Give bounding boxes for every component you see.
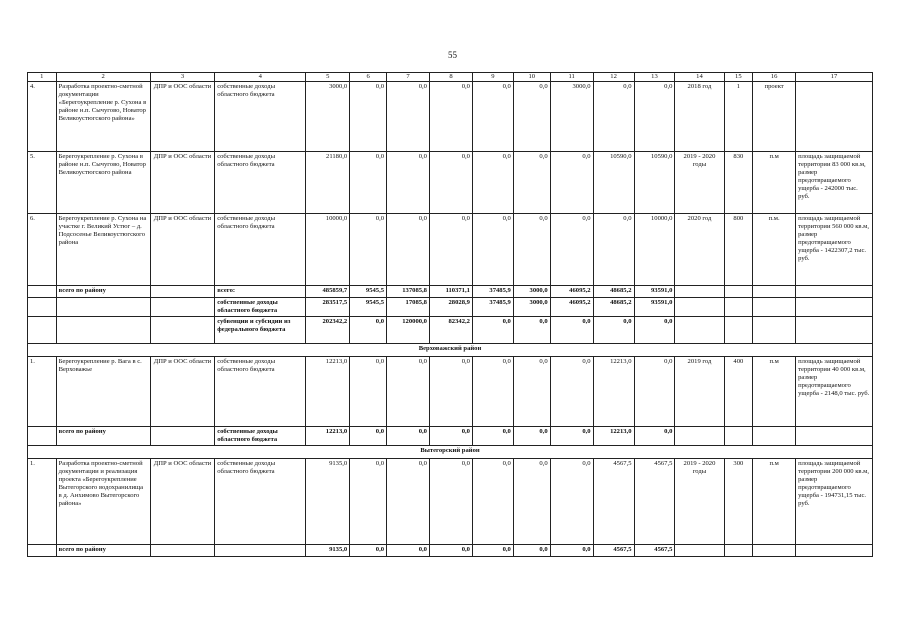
table-cell: ДПР и ООС области [150, 82, 214, 152]
table-cell: 0,0 [550, 427, 593, 446]
table-cell: 2019 - 2020 годы [675, 152, 724, 214]
table-cell: площадь защищаемой территории 83 000 кв.м, размер предотвращаемого ущерба - 242000 тыс. руб. [796, 152, 873, 214]
table-row [28, 214, 873, 286]
table-cell: 110371,1 [429, 286, 472, 298]
column-number: 16 [753, 73, 796, 82]
table-cell [56, 317, 150, 344]
table-cell: 4. [28, 82, 57, 152]
table-cell: 0,0 [387, 459, 430, 545]
table-cell [675, 545, 724, 557]
table-cell [56, 298, 150, 317]
table-cell [150, 545, 214, 557]
table-cell: собственные доходы областного бюджета [215, 357, 306, 427]
table-cell: 485859,7 [306, 286, 350, 298]
table-cell: 48685,2 [593, 286, 634, 298]
table-cell: 46095,2 [550, 298, 593, 317]
table-cell [724, 545, 753, 557]
table-cell: 0,0 [387, 214, 430, 286]
column-number: 14 [675, 73, 724, 82]
section-title: Верховажский район [28, 344, 873, 357]
table-cell: 0,0 [472, 317, 513, 344]
table-cell: 1 [724, 82, 753, 152]
table-cell [796, 317, 873, 344]
table-cell: 0,0 [513, 214, 550, 286]
table-cell: субвенции и субсидии из федерального бюджета [215, 317, 306, 344]
table-cell: 0,0 [429, 214, 472, 286]
table-cell: площадь защищаемой территории 40 000 кв.м, размер предотвращаемого ущерба - 2148,0 тыс. руб. [796, 357, 873, 427]
table-cell [215, 545, 306, 557]
table-cell: 0,0 [472, 82, 513, 152]
table-cell: 0,0 [593, 214, 634, 286]
table-cell: 0,0 [550, 152, 593, 214]
table-cell [675, 317, 724, 344]
table-cell: 0,0 [472, 357, 513, 427]
table-cell: 0,0 [429, 82, 472, 152]
table-cell: 0,0 [513, 317, 550, 344]
table-cell [796, 545, 873, 557]
table-cell [28, 286, 57, 298]
table-cell [724, 317, 753, 344]
table-cell [150, 427, 214, 446]
table-cell: 120000,0 [387, 317, 430, 344]
table-cell: 37485,9 [472, 298, 513, 317]
total-row [28, 286, 873, 298]
table-cell: 400 [724, 357, 753, 427]
total-row [28, 298, 873, 317]
table-cell: собственные доходы областного бюджета [215, 427, 306, 446]
table-cell: 0,0 [350, 82, 387, 152]
table-cell: 21180,0 [306, 152, 350, 214]
table-cell: 0,0 [387, 82, 430, 152]
table-cell: 0,0 [350, 459, 387, 545]
column-number-row [28, 73, 873, 82]
table-cell [753, 317, 796, 344]
table-cell [675, 298, 724, 317]
total-row [28, 545, 873, 557]
table-cell: 6. [28, 214, 57, 286]
table-cell: 46095,2 [550, 286, 593, 298]
program-table [27, 72, 873, 557]
table-cell [150, 298, 214, 317]
table-cell: 0,0 [550, 357, 593, 427]
table-cell: 137085,8 [387, 286, 430, 298]
table-cell: Берегоукрепление р. Сухона в районе н.п. Сычугово, Новатор Великоустюгского района [56, 152, 150, 214]
column-number: 3 [150, 73, 214, 82]
column-number: 12 [593, 73, 634, 82]
table-cell: 12213,0 [593, 357, 634, 427]
table-cell: 12213,0 [593, 427, 634, 446]
table-cell: 202342,2 [306, 317, 350, 344]
table-cell: 0,0 [513, 459, 550, 545]
table-cell [150, 286, 214, 298]
column-number: 17 [796, 73, 873, 82]
table-cell: 93591,0 [634, 298, 675, 317]
column-number: 11 [550, 73, 593, 82]
table-cell: 0,0 [634, 82, 675, 152]
table-cell: площадь защищаемой территории 200 000 кв.м, размер предотвращаемого ущерба - 194731,15 тыс. руб. [796, 459, 873, 545]
table-cell: 1. [28, 459, 57, 545]
table-cell: 10000,0 [306, 214, 350, 286]
table-cell: всего: [215, 286, 306, 298]
section-header-row [28, 446, 873, 459]
table-cell [796, 286, 873, 298]
table-cell [796, 82, 873, 152]
total-row [28, 317, 873, 344]
table-cell: 5. [28, 152, 57, 214]
table-row [28, 459, 873, 545]
table-cell: 9135,0 [306, 459, 350, 545]
table-cell: ДПР и ООС области [150, 357, 214, 427]
page-number: 55 [448, 50, 457, 60]
table-cell: 0,0 [350, 214, 387, 286]
section-header-row [28, 344, 873, 357]
table-cell: 0,0 [634, 427, 675, 446]
table-cell: собственные доходы областного бюджета [215, 214, 306, 286]
table-cell [28, 317, 57, 344]
table-cell: 0,0 [350, 152, 387, 214]
table-cell: собственные доходы областного бюджета [215, 298, 306, 317]
table-cell: 300 [724, 459, 753, 545]
table-cell: собственные доходы областного бюджета [215, 459, 306, 545]
column-number: 10 [513, 73, 550, 82]
column-number: 2 [56, 73, 150, 82]
table-cell: ДПР и ООС области [150, 459, 214, 545]
table-cell: 2018 год [675, 82, 724, 152]
table-cell: 2020 год [675, 214, 724, 286]
table-cell: 0,0 [429, 545, 472, 557]
table-cell: Берегоукрепление р. Сухона на участке г. Великий Устюг – д. Подсосенье Великоустюгского района [56, 214, 150, 286]
table-cell: 800 [724, 214, 753, 286]
table-cell: п.м [753, 459, 796, 545]
table-cell: 1. [28, 357, 57, 427]
table-cell [724, 427, 753, 446]
table-cell: 0,0 [387, 357, 430, 427]
table-cell: 93591,0 [634, 286, 675, 298]
table-cell: 0,0 [550, 459, 593, 545]
table-cell: ДПР и ООС области [150, 152, 214, 214]
table-cell: 0,0 [387, 545, 430, 557]
table-cell: собственные доходы областного бюджета [215, 82, 306, 152]
table-cell: 0,0 [550, 545, 593, 557]
table-cell [150, 317, 214, 344]
table-cell: Берегоукрепление р. Вага в с. Верховажье [56, 357, 150, 427]
table-cell: 82342,2 [429, 317, 472, 344]
table-cell: 4567,5 [593, 459, 634, 545]
table-cell: 12213,0 [306, 357, 350, 427]
table-cell: 0,0 [593, 82, 634, 152]
table-cell: 0,0 [429, 357, 472, 427]
column-number: 5 [306, 73, 350, 82]
table-row [28, 357, 873, 427]
table-cell [28, 427, 57, 446]
table-cell: проект [753, 82, 796, 152]
table-cell: п.м [753, 152, 796, 214]
table-cell [796, 427, 873, 446]
table-cell [753, 427, 796, 446]
table-cell: 0,0 [513, 545, 550, 557]
table-cell [675, 286, 724, 298]
table-cell: 283517,5 [306, 298, 350, 317]
table-cell: 4567,5 [593, 545, 634, 557]
section-title: Вытегорский район [28, 446, 873, 459]
table-cell: 830 [724, 152, 753, 214]
table-cell [28, 545, 57, 557]
table-cell: всего по району [56, 286, 150, 298]
table-cell: 37485,9 [472, 286, 513, 298]
column-number: 1 [28, 73, 57, 82]
table-cell: 3000,0 [306, 82, 350, 152]
table-cell [724, 298, 753, 317]
table-cell: собственные доходы областного бюджета [215, 152, 306, 214]
column-number: 9 [472, 73, 513, 82]
table-cell: 0,0 [550, 214, 593, 286]
column-number: 6 [350, 73, 387, 82]
table-cell: п.м [753, 357, 796, 427]
table-cell: 10590,0 [634, 152, 675, 214]
table-cell: 10590,0 [593, 152, 634, 214]
table-cell: 0,0 [472, 152, 513, 214]
table-cell: 0,0 [387, 152, 430, 214]
column-number: 7 [387, 73, 430, 82]
table-cell [675, 427, 724, 446]
table-body [28, 73, 873, 557]
table-cell [753, 298, 796, 317]
table-cell: 0,0 [634, 317, 675, 344]
table-cell: 10000,0 [634, 214, 675, 286]
column-number: 13 [634, 73, 675, 82]
table-cell: 0,0 [513, 357, 550, 427]
table-cell: 0,0 [350, 317, 387, 344]
table-cell: 0,0 [513, 82, 550, 152]
table-cell: 0,0 [550, 317, 593, 344]
table-row [28, 82, 873, 152]
column-number: 4 [215, 73, 306, 82]
table-cell: 0,0 [472, 545, 513, 557]
table-cell: 9545,5 [350, 298, 387, 317]
table-cell: 4567,5 [634, 545, 675, 557]
table-cell: 0,0 [429, 152, 472, 214]
table-cell: 28028,9 [429, 298, 472, 317]
column-number: 15 [724, 73, 753, 82]
table-cell: Разработка проектно-сметной документации «Берегоукрепление р. Сухона в районе н.п. Сычугово, Новатор Великоустюгского района» [56, 82, 150, 152]
table-cell: 0,0 [429, 427, 472, 446]
column-number: 8 [429, 73, 472, 82]
total-row [28, 427, 873, 446]
table-cell: 0,0 [350, 545, 387, 557]
table-cell: 0,0 [350, 427, 387, 446]
table-cell: 3000,0 [550, 82, 593, 152]
table-cell: 2019 год [675, 357, 724, 427]
table-cell [796, 298, 873, 317]
table-cell: Разработка проектно-сметной документации и реализация проекта «Берегоукрепление Вытегорского водохранилища в д. Анхимово Вытегорского района» [56, 459, 150, 545]
table-cell: всего по району [56, 427, 150, 446]
table-cell: 0,0 [472, 427, 513, 446]
table-cell: 9135,0 [306, 545, 350, 557]
table-cell [753, 286, 796, 298]
table-row [28, 152, 873, 214]
table-cell: 0,0 [350, 357, 387, 427]
table-cell: 0,0 [634, 357, 675, 427]
table-cell: 0,0 [593, 317, 634, 344]
table-cell [753, 545, 796, 557]
table-cell: 3000,0 [513, 298, 550, 317]
table-cell: 0,0 [387, 427, 430, 446]
table-cell: 0,0 [513, 427, 550, 446]
table-cell: ДПР и ООС области [150, 214, 214, 286]
table-cell: п.м. [753, 214, 796, 286]
table-cell: 2019 - 2020 годы [675, 459, 724, 545]
table-cell: всего по району [56, 545, 150, 557]
table-cell: 0,0 [513, 152, 550, 214]
table-cell: 17085,8 [387, 298, 430, 317]
table-cell: 48685,2 [593, 298, 634, 317]
table-cell: 0,0 [472, 459, 513, 545]
table-cell [28, 298, 57, 317]
table-cell [724, 286, 753, 298]
table-cell: площадь защищаемой территории 560 000 кв.м, размер предотвращаемого ущерба - 1422307,2 тыс. руб. [796, 214, 873, 286]
table-cell: 0,0 [472, 214, 513, 286]
table-cell: 9545,5 [350, 286, 387, 298]
table-cell: 4567,5 [634, 459, 675, 545]
table-cell: 0,0 [429, 459, 472, 545]
table-cell: 3000,0 [513, 286, 550, 298]
table-cell: 12213,0 [306, 427, 350, 446]
